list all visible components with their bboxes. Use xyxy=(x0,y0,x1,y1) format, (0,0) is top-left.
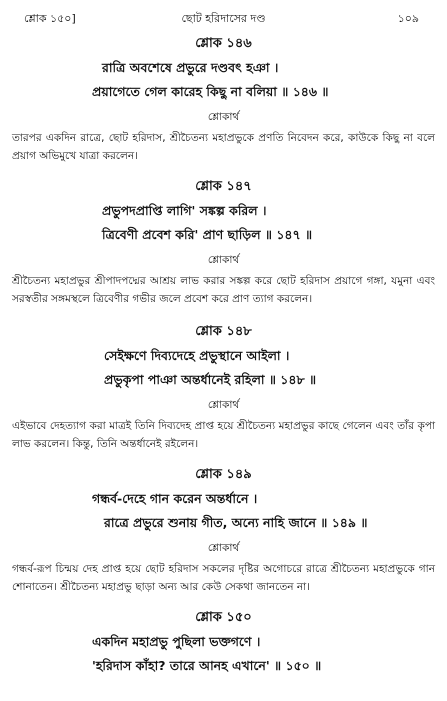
translation-text: তারপর একদিন রাত্রে, ছোট হরিদাস, শ্রীচৈতন্য মহাপ্রভুকে প্রণতি নিবেদন করে, কাউকে কিছু না বলে প্রয়াগ অভিমুখে যাত্রা করলেন। xyxy=(12,132,435,162)
verse-line: রাত্রি অবশেষে প্রভুরে দণ্ডবৎ হঞা । xyxy=(102,60,279,75)
translation-text: এইভাবে দেহত্যাগ করা মাত্রই তিনি দিব্যদেহ প্রাপ্ত হয়ে শ্রীচৈতন্য মহাপ্রভুর কাছে গেলেন এবং তাঁর কৃপা লাভ করলেন। কিন্তু, তিনি অন্তর্ধানেই রইলেন। xyxy=(12,420,435,450)
verse-title: শ্লোক ১৪৮ xyxy=(195,324,252,339)
verse-line: 'হরিদাস কাঁহা? তারে আনহ এখানে' ॥ ১৫০ ॥ xyxy=(92,658,322,673)
verse-line: প্রয়াগেতে গেল কারেহ কিছু না বলিয়া ॥ ১৪৬ ॥ xyxy=(92,84,329,99)
verse-title: শ্লোক ১৪৯ xyxy=(195,467,252,482)
verse-block-150 xyxy=(12,608,435,678)
translation-text: শ্রীচৈতন্য মহাপ্রভুর শ্রীপাদপদ্মের আশ্রয় লাভ করার সঙ্কল্প করে ছোট হরিদাস প্রয়াগে গঙ্গা, যমুনা এবং সরস্বতীর সঙ্গমস্থলে ত্রিবেণীর গভীর জলে প্রবেশ করে প্রাণ ত্যাগ করলেন। xyxy=(12,275,435,305)
verse-block-146 xyxy=(12,34,435,165)
translation-heading: শ্লোকার্থ xyxy=(207,399,240,411)
verse-title: শ্লোক ১৪৭ xyxy=(195,179,252,194)
translation-heading: শ্লোকার্থ xyxy=(207,111,240,123)
verse-line: সেইক্ষণে দিব্যদেহে প্রভুস্থানে আইলা । xyxy=(104,348,290,363)
header-verse-range: শ্লোক ১৫০] xyxy=(24,12,76,25)
verse-block-148 xyxy=(12,322,435,453)
verse-line: প্রভুকৃপা পাঞা অন্তর্ধানেই রহিলা ॥ ১৪৮ ॥ xyxy=(104,372,317,387)
translation-heading: শ্লোকার্থ xyxy=(207,254,240,266)
verse-line: রাত্রে প্রভুরে শুনায় গীত, অন্যে নাহি জানে ॥ ১৪৯ ॥ xyxy=(104,515,368,530)
running-header xyxy=(12,0,435,30)
verse-line: একদিন মহাপ্রভু পুছিলা ভক্তগণে । xyxy=(92,634,261,649)
header-chapter-title: ছোট হরিদাসের দণ্ড xyxy=(181,12,266,25)
verse-line: প্রভুপদপ্রাপ্তি লাগি' সঙ্কল্প করিল । xyxy=(102,203,267,218)
verse-title: শ্লোক ১৪৬ xyxy=(195,36,252,51)
verse-title: শ্লোক ১৫০ xyxy=(195,610,252,625)
verse-block-149 xyxy=(12,465,435,596)
verse-block-147 xyxy=(12,177,435,308)
translation-heading: শ্লোকার্থ xyxy=(207,542,240,554)
translation-text: গন্ধর্ব-রূপ চিন্ময় দেহ প্রাপ্ত হয়ে ছোট হরিদাস সকলের দৃষ্টির অগোচরে রাত্রে শ্রীচৈতন্য মহাপ্রভুকে গান শোনাতেন। শ্রীচৈতন্য মহাপ্রভু ছাড়া অন্য আর কেউ সেকথা জানতেন না। xyxy=(12,563,435,593)
verse-line: ত্রিবেণী প্রবেশ করি' প্রাণ ছাড়িল ॥ ১৪৭ ॥ xyxy=(102,227,313,242)
page-number: ১০৯ xyxy=(397,12,419,25)
verse-line: গন্ধর্ব-দেহে গান করেন অন্তর্ধানে । xyxy=(92,491,258,506)
